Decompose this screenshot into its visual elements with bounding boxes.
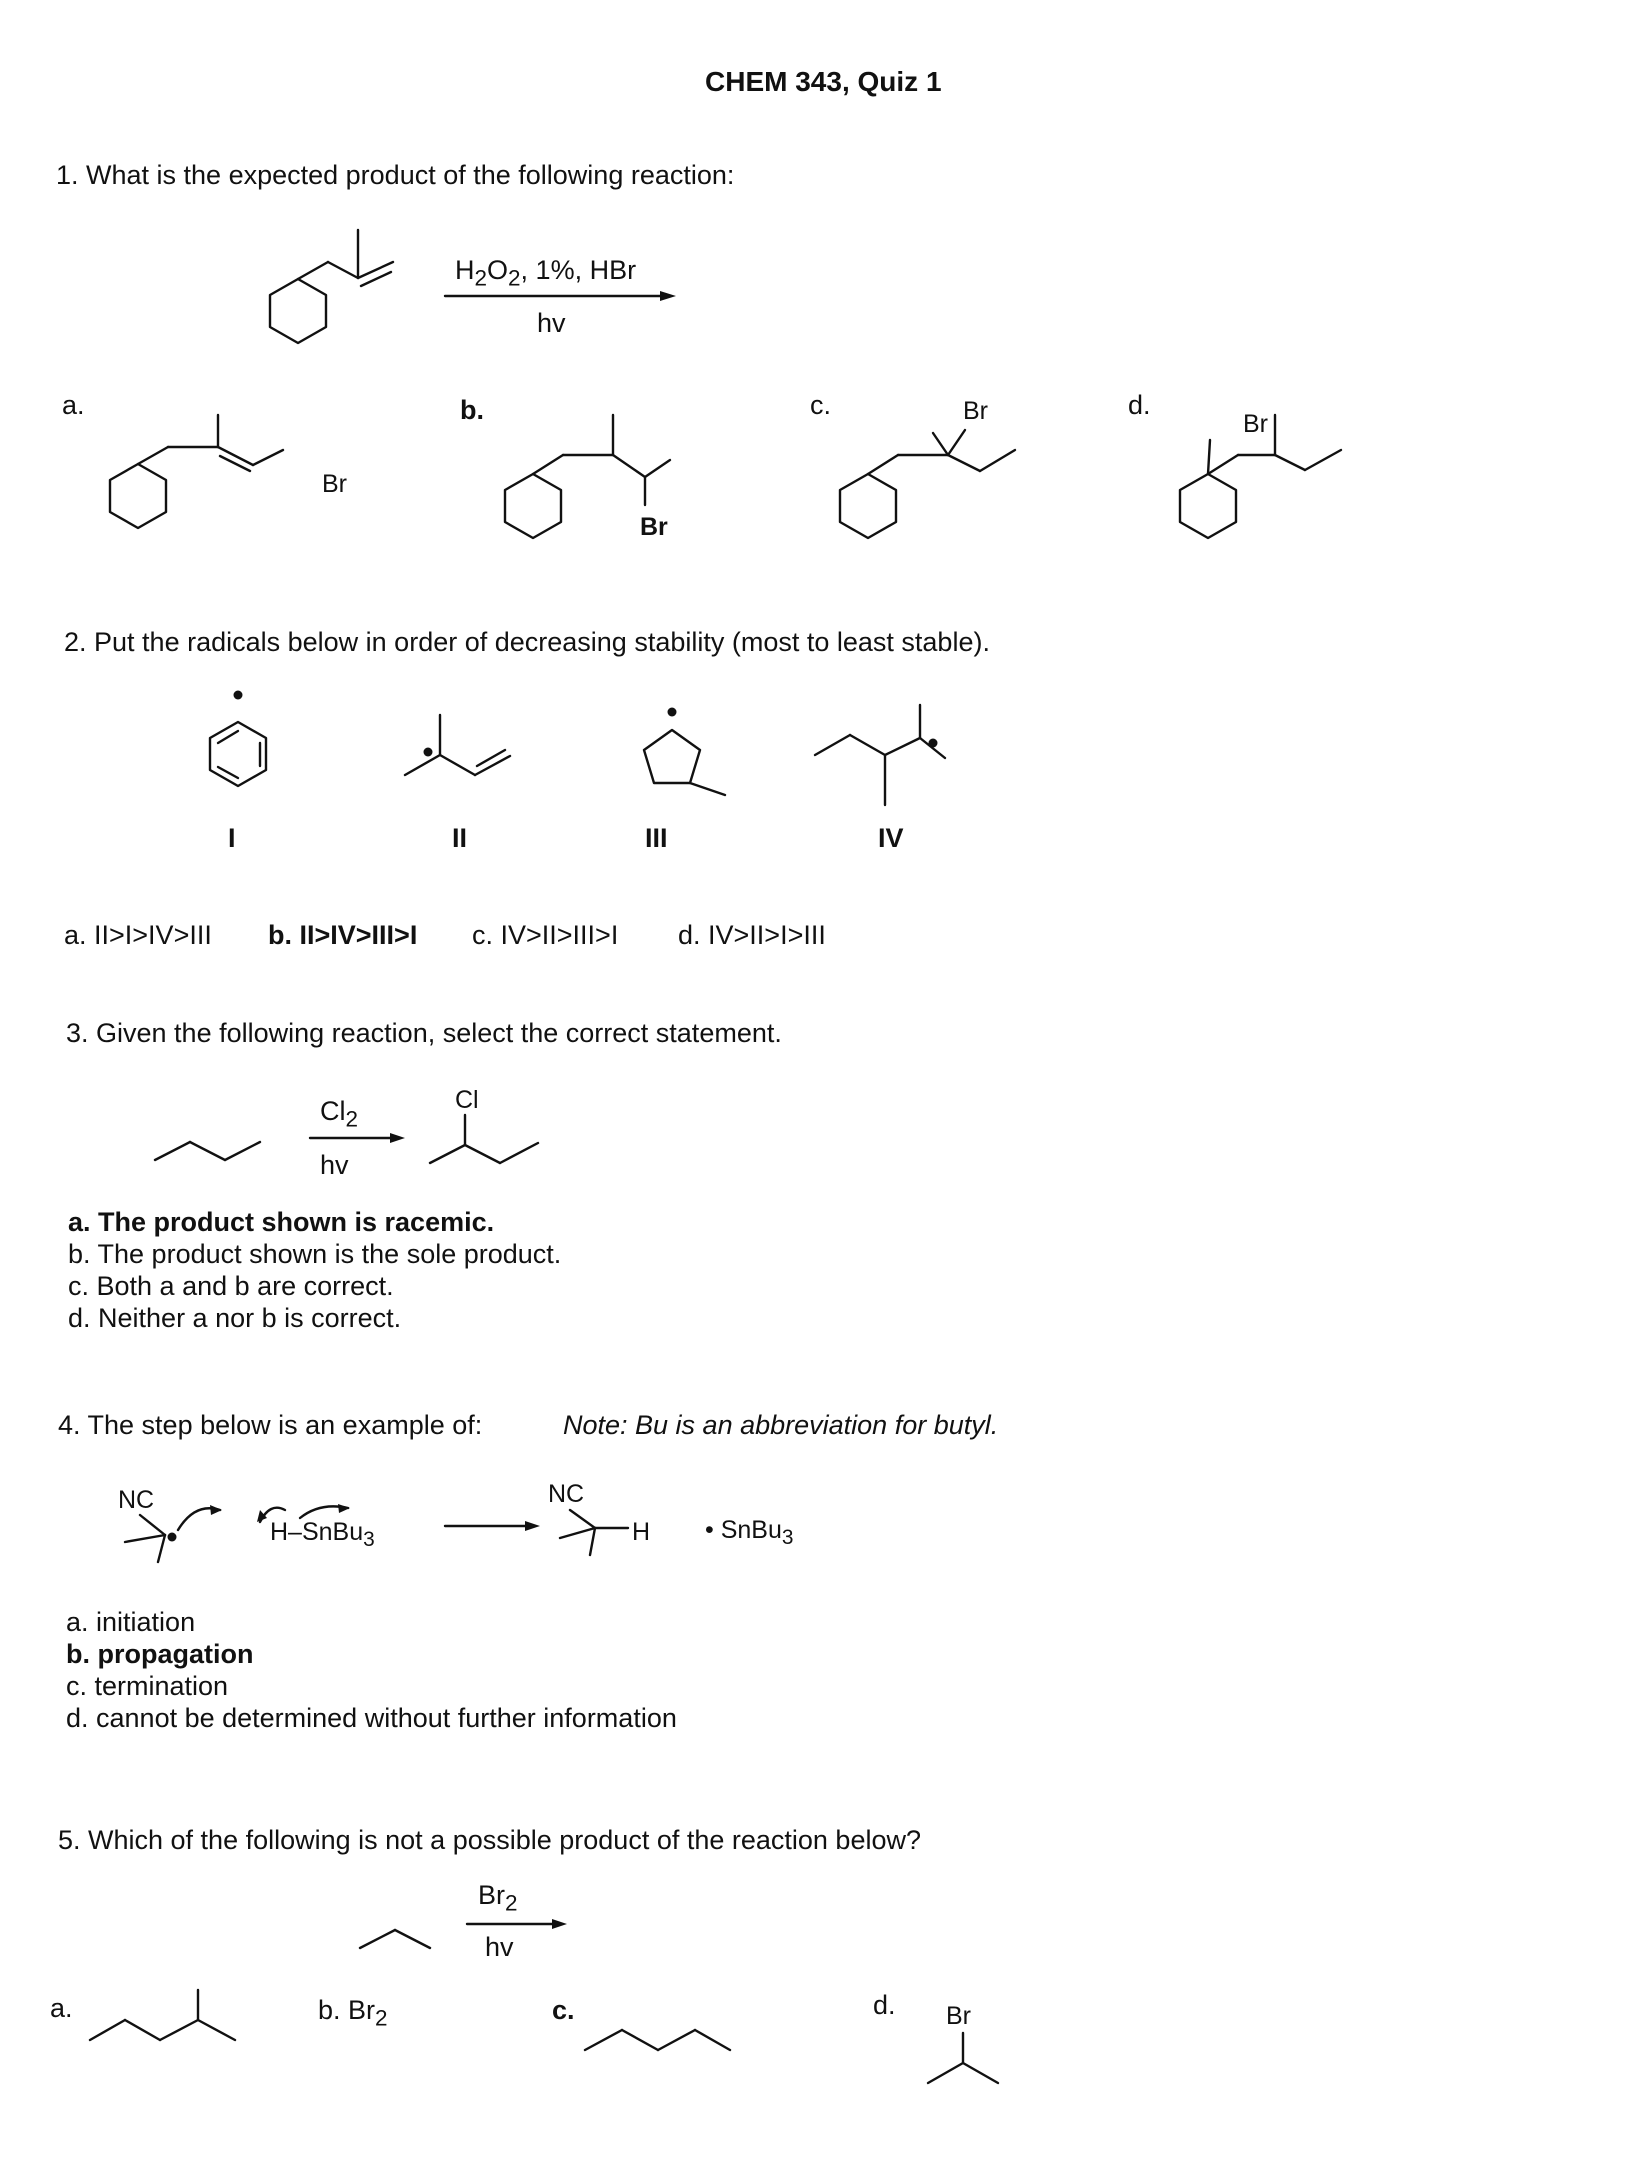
q1-reaction-arrow [440,286,680,306]
q4-h-snbu3: H–SnBu$_3$ [270,1518,375,1551]
q1-option-a-br-label: Br [322,470,347,498]
q3-product-cl-label: Cl [455,1086,479,1114]
question-5: 5. Which of the following is not a possible product of the reaction below? [58,1825,921,1855]
q5-option-c-structure [580,2010,740,2070]
q4-snbu3-radical: • SnBu$_3$ [705,1516,794,1549]
q4-choice-a[interactable]: a. initiation [66,1607,196,1637]
q1-option-d-br-label: Br [1243,410,1268,438]
q2-label-I: I [228,823,236,853]
q1-option-d-letter: d. [1128,390,1151,420]
q5-reagent-br2: $Br_2$ [478,1880,518,1916]
q1-option-b-structure [490,405,710,565]
q3-choice-d[interactable]: d. Neither a nor b is correct. [68,1303,402,1333]
q3-reactant-structure [150,1130,270,1190]
q2-radical-I-structure [180,680,300,810]
question-4: 4. The step below is an example of: [58,1410,483,1440]
q2-radical-IV-structure [805,700,965,830]
q2-choice-c[interactable]: c. IV>II>III>I [472,920,619,950]
q1-option-d-structure [1165,400,1385,560]
q5-option-a-letter: a. [50,1993,73,2023]
q3-choices [68,1206,561,1334]
q5-option-d-br-label: Br [946,2002,971,2030]
q2-label-IV: IV [878,823,904,853]
q4-product-nc-label: NC [548,1480,585,1508]
q4-product-structure [560,1500,670,1580]
q5-reactant-structure [355,1918,445,1958]
q4-note: Note: Bu is an abbreviation for butyl. [563,1410,999,1440]
q1-reactant-structure [225,220,425,360]
q4-choice-d[interactable]: d. cannot be determined without further information [66,1703,677,1733]
q1-option-a-letter: a. [62,390,85,420]
q3-choice-b[interactable]: b. The product shown is the sole product. [68,1239,562,1269]
q1-option-b-br-label: Br [640,513,668,541]
q3-choice-a[interactable]: a. The product shown is racemic. [68,1207,495,1237]
q3-reaction-arrow [305,1128,415,1148]
q4-reaction-arrow [440,1516,550,1536]
q4-choice-b[interactable]: b. propagation [66,1639,254,1669]
q4-product-h-label: H [632,1518,651,1546]
q3-choice-c[interactable]: c. Both a and b are correct. [68,1271,394,1301]
q2-label-III: III [645,823,668,853]
q2-choice-b[interactable]: b. II>IV>III>I [268,920,418,950]
q5-option-c-letter: c. [552,1995,575,2025]
question-2: 2. Put the radicals below in order of decreasing stability (most to least stable). [64,627,990,657]
q4-choice-c[interactable]: c. termination [66,1671,229,1701]
q2-label-II: II [452,823,468,853]
q5-reaction-arrow [462,1914,572,1934]
question-3: 3. Given the following reaction, select the correct statement. [66,1018,782,1048]
q2-choice-a[interactable]: a. II>I>IV>III [64,920,212,950]
q3-reagent-light: hv [320,1150,349,1180]
q1-option-c-structure [825,405,1045,565]
question-1: 1. What is the expected product of the following reaction: [56,160,735,190]
page-title: CHEM 343, Quiz 1 [705,66,942,97]
q4-choices [66,1606,677,1734]
q1-option-c-br-label: Br [963,397,988,425]
q2-radical-III-structure [600,700,740,820]
q1-option-b-letter: b. [460,395,484,425]
q5-option-d-structure [918,2025,1018,2105]
q2-radical-II-structure [395,700,535,820]
q5-option-b[interactable]: b. $Br_2$ [318,1995,388,2031]
q5-reagent-light: hv [485,1932,514,1962]
q1-reagent-light: hv [537,308,566,338]
q3-product-structure [420,1105,550,1185]
q1-option-a-structure [95,405,355,545]
q5-option-d-letter: d. [873,1990,896,2020]
q1-option-c-letter: c. [810,390,832,420]
q2-choice-d[interactable]: d. IV>II>I>III [678,920,826,950]
q5-option-a-structure [80,1990,260,2070]
q4-reactant-nc-label: NC [118,1486,155,1514]
q1-reagent-conditions: $H_2O_2$, 1%, HBr [455,255,637,291]
q3-reagent-cl2: $Cl_2$ [320,1096,359,1132]
